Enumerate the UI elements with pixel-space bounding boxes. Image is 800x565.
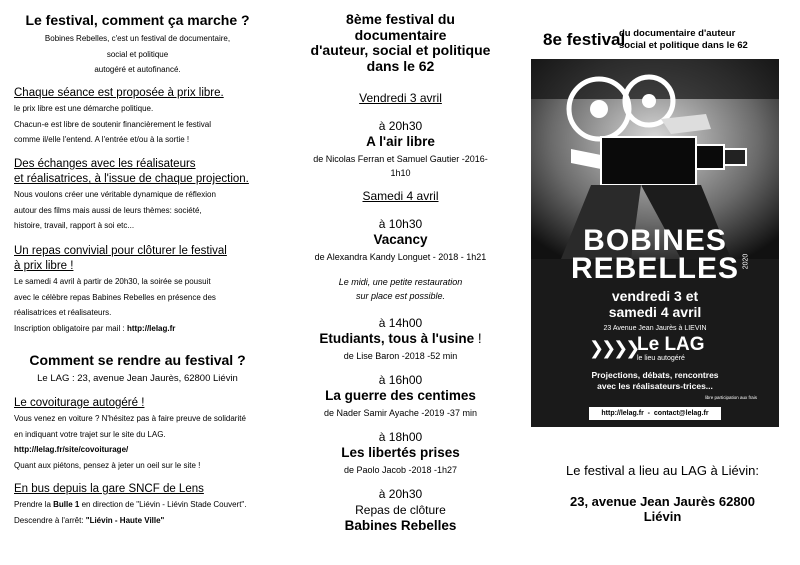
lunch-note bbox=[278, 275, 523, 303]
event-credit: de Nicolas Ferran et Samuel Gautier -2016- bbox=[313, 154, 488, 164]
bus-section bbox=[14, 482, 276, 528]
poster-footer: http://lelag.fr - contact@lelag.fr bbox=[589, 407, 721, 420]
carpool-heading: Le covoiturage autogéré ! bbox=[14, 397, 145, 409]
event-centimes bbox=[278, 372, 523, 420]
event-air-libre bbox=[278, 118, 523, 180]
event-closing-dinner bbox=[278, 486, 523, 534]
price-line: comme il/elle l'entend. A l'entrée et/ou à la sortie ! bbox=[14, 135, 190, 144]
day-friday: Vendredi 3 avril bbox=[359, 91, 442, 105]
event-title-wrap bbox=[278, 331, 523, 347]
event-time: à 18h00 bbox=[378, 430, 423, 444]
event-title: Etudiants, tous à l'usine bbox=[319, 331, 475, 346]
event-time: à 10h30 bbox=[378, 217, 423, 231]
poster-address: 23 Avenue Jean Jaurès à LIEVIN bbox=[603, 325, 707, 332]
bus-text: Prendre la bbox=[14, 500, 54, 509]
bus-text: Descendre à l'arrêt: bbox=[14, 515, 86, 525]
location-intro: Le festival a lieu au LAG à Liévin: bbox=[566, 463, 759, 478]
bus-stop-line bbox=[14, 513, 276, 529]
price-section bbox=[14, 86, 276, 148]
festival-title-line: 8ème festival du bbox=[346, 11, 455, 27]
bus-heading: En bus depuis la gare SNCF de Lens bbox=[14, 483, 204, 495]
event-title: Les libertés prises bbox=[341, 445, 460, 460]
lag-logo-tag: le lieu autogéré bbox=[637, 355, 685, 362]
poster-tagline: avec les réalisateurs-trices... bbox=[597, 381, 713, 391]
meal-line: Le samedi 4 avril à partir de 20h30, la soirée se pousuit bbox=[14, 277, 211, 286]
signup-link[interactable]: http://lelag.fr bbox=[126, 323, 176, 333]
festival-title-line: documentaire bbox=[354, 26, 447, 43]
exchange-section bbox=[14, 157, 276, 234]
festival-title-line: d'auteur, social et politique bbox=[310, 42, 491, 58]
poster-subtitle: du documentaire d'auteur bbox=[619, 28, 736, 39]
poster-edition: 8e festival bbox=[543, 30, 626, 49]
event-title-mark: ! bbox=[474, 331, 482, 346]
meal-heading: à prix libre ! bbox=[14, 260, 74, 272]
carpool-line: Vous venez en voiture ? N'hésitez pas à faire preuve de solidarité bbox=[14, 414, 246, 423]
exchange-line: Nous voulons créer une véritable dynamique de réflexion bbox=[14, 190, 216, 199]
poster-year: 2020 bbox=[742, 253, 750, 270]
event-time: à 14h00 bbox=[378, 316, 423, 330]
poster-price-note: libre participation aux frais bbox=[704, 395, 757, 400]
lunch-line: sur place est possible. bbox=[355, 291, 446, 301]
exchange-heading: Des échanges avec les réalisateurs bbox=[14, 158, 196, 170]
poster-dates: vendredi 3 et bbox=[611, 288, 699, 304]
location-address-line: 23, avenue Jean Jaurès 62800 bbox=[569, 494, 756, 509]
intro-text bbox=[0, 31, 275, 78]
how-it-works-title: Le festival, comment ça marche ? bbox=[25, 12, 250, 28]
event-time: à 20h30 bbox=[378, 487, 423, 501]
carpool-line: Quant aux piétons, pensez à jeter un oeil sur le site ! bbox=[14, 460, 201, 470]
intro-line: autogéré et autofinancé. bbox=[94, 65, 181, 74]
festival-poster bbox=[531, 26, 779, 427]
poster-tagline: Projections, débats, rencontres bbox=[591, 370, 719, 380]
lunch-line: Le midi, une petite restauration bbox=[338, 277, 463, 287]
chevrons-icon: ❯❯❯❯ bbox=[589, 338, 638, 358]
bus-line-name: Bulle 1 bbox=[53, 500, 80, 509]
event-vacancy bbox=[278, 216, 523, 264]
day-saturday: Samedi 4 avril bbox=[362, 189, 439, 203]
signup-label: Inscription obligatoire par mail : bbox=[14, 323, 127, 333]
event-credit: de Nader Samir Ayache -2019 -37 min bbox=[324, 408, 477, 418]
event-credit: de Alexandra Kandy Longuet - 2018 - 1h21 bbox=[314, 252, 487, 262]
lag-logo-name: Le LAG bbox=[637, 334, 705, 355]
event-time: à 16h00 bbox=[378, 373, 423, 387]
festival-title-line: dans le 62 bbox=[366, 57, 435, 74]
meal-signup bbox=[14, 321, 276, 337]
poster-title-line: BOBINES bbox=[583, 224, 727, 257]
carpool-link[interactable]: http://lelag.fr/site/covoiturage/ bbox=[14, 445, 129, 454]
access-title: Comment se rendre au festival ? bbox=[29, 352, 246, 368]
event-title: La guerre des centimes bbox=[325, 388, 476, 403]
bus-text: en direction de "Liévin - Liévin Stade Couvert". bbox=[79, 500, 247, 509]
price-line: Chacun-e est libre de soutenir financièrement le festival bbox=[14, 119, 211, 129]
bus-stop-name: "Liévin - Haute Ville" bbox=[85, 515, 165, 525]
poster-subtitle: social et politique dans le 62 bbox=[619, 40, 748, 51]
lag-logo bbox=[589, 335, 729, 365]
location-address bbox=[530, 494, 795, 524]
address-line: Le LAG : 23, avenue Jean Jaurès, 62800 Liévin bbox=[37, 373, 238, 384]
poster-dates: samedi 4 avril bbox=[608, 304, 702, 320]
carpool-section bbox=[14, 396, 276, 473]
meal-section bbox=[14, 244, 276, 336]
bus-line bbox=[14, 497, 276, 513]
festival-title bbox=[278, 12, 523, 74]
event-libertes bbox=[278, 429, 523, 477]
poster-title-line: REBELLES bbox=[570, 252, 740, 285]
event-subtitle: Repas de clôture bbox=[355, 503, 446, 517]
location-address-line: Liévin bbox=[643, 509, 682, 524]
meal-line: réalisatrices et réalisateurs. bbox=[14, 308, 112, 317]
exchange-heading: et réalisatrices, à l'issue de chaque projection. bbox=[14, 173, 249, 185]
exchange-line: histoire, travail, rapport à soi etc... bbox=[14, 221, 135, 230]
carpool-line: en indiquant votre trajet sur le site du LAG. bbox=[14, 429, 166, 439]
event-title: A l'air libre bbox=[366, 134, 435, 149]
event-title: Babines Rebelles bbox=[344, 518, 457, 533]
meal-heading: Un repas convivial pour clôturer le festival bbox=[14, 245, 227, 257]
event-credit: de Lise Baron -2018 -52 min bbox=[343, 351, 458, 361]
event-credit: 1h10 bbox=[390, 168, 411, 178]
event-credit: de Paolo Jacob -2018 -1h27 bbox=[343, 465, 458, 475]
exchange-line: autour des films mais aussi de leurs thèmes: société, bbox=[14, 205, 202, 215]
intro-line: Bobines Rebelles, c'est un festival de documentaire, bbox=[44, 34, 231, 43]
event-title: Vacancy bbox=[373, 232, 428, 247]
price-heading: Chaque séance est proposée à prix libre. bbox=[14, 87, 224, 99]
event-time: à 20h30 bbox=[378, 119, 423, 133]
meal-line: avec le célèbre repas Babines Rebelles en présence des bbox=[14, 292, 216, 302]
price-line: le prix libre est une démarche politique. bbox=[14, 104, 154, 113]
intro-line: social et politique bbox=[106, 49, 169, 59]
event-etudiants bbox=[278, 315, 523, 363]
